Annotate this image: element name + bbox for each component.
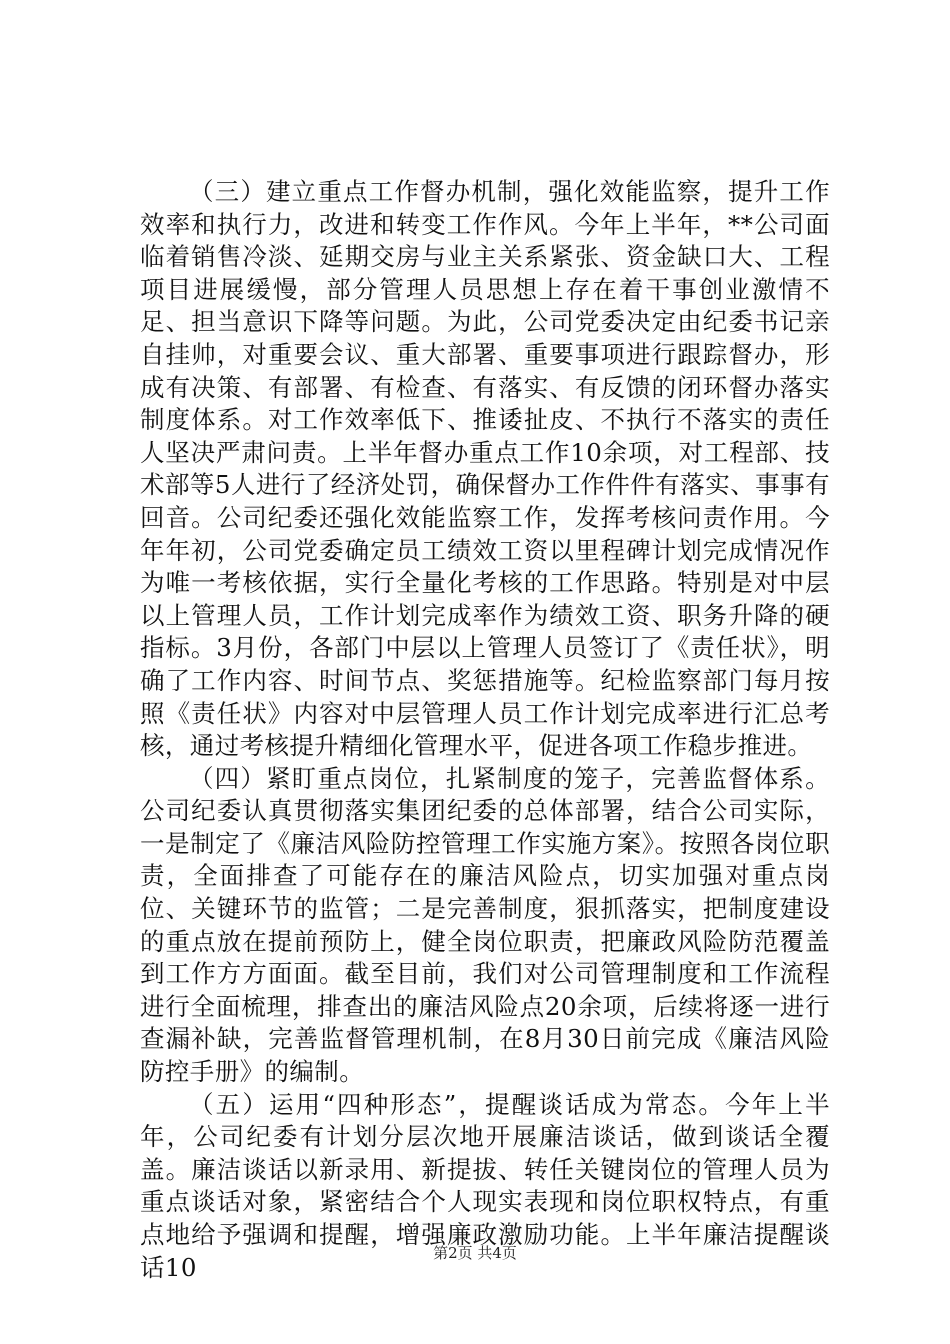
paragraph-key-positions: （四）紧盯重点岗位，扎紧制度的笼子，完善监督体系。公司纪委认真贯彻落实集团纪委的总体部署，结合公司实际，一是制定了《廉洁风险防控管理工作实施方案》。按照各岗位职责，全面排查了可能存在的廉洁风险点，切实加强对重点岗位、关键环节的监管；二是完善制度，狠抓落实，把制度建设的重点放在提前预防上，健全岗位职责，把廉政风险防范覆盖到工作方方面面。截至目前，我们对公司管理制度和工作流程进行全面梳理，排查出的廉洁风险点20余项，后续将逐一进行查漏补缺，完善监督管理机制，在8月30日前完成《廉洁风险防控手册》的编制。	[140, 763, 830, 1087]
page-number-footer: 第2页 共4页	[433, 1244, 517, 1262]
paragraph-four-forms: （五）运用“四种形态”，提醒谈话成为常态。今年上半年，公司纪委有计划分层次地开展廉洁谈话，做到谈话全覆盖。廉洁谈话以新录用、新提拔、转任关键岗位的管理人员为重点谈话对象，紧密结合个人现实表现和岗位职权特点，有重点地给予强调和提醒，增强廉政激励功能。上半年廉洁提醒谈话10	[140, 1089, 830, 1282]
paragraph-supervision-mechanism: （三）建立重点工作督办机制，强化效能监察，提升工作效率和执行力，改进和转变工作作风。今年上半年，**公司面临着销售冷淡、延期交房与业主关系紧张、资金缺口大、工程项目进展缓慢，部分管理人员思想上存在着干事创业激情不足、担当意识下降等问题。为此，公司党委决定由纪委书记亲自挂帅，对重要会议、重大部署、重要事项进行跟踪督办，形成有决策、有部署、有检查、有落实、有反馈的闭环督办落实制度体系。对工作效率低下、推诿扯皮、不执行不落实的责任人坚决严肃问责。上半年督办重点工作10余项，对工程部、技术部等5人进行了经济处罚，确保督办工作件件有落实、事事有回音。公司纪委还强化效能监察工作，发挥考核问责作用。今年年初，公司党委确定员工绩效工资以里程碑计划完成情况作为唯一考核依据，实行全量化考核的工作思路。特别是对中层以上管理人员，工作计划完成率作为绩效工资、职务升降的硬指标。3月份，各部门中层以上管理人员签订了《责任状》，明确了工作内容、时间节点、奖惩措施等。纪检监察部门每月按照《责任状》内容对中层管理人员工作计划完成率进行汇总考核，通过考核提升精细化管理水平，促进各项工作稳步推进。	[140, 177, 830, 761]
document-body	[140, 176, 830, 1284]
